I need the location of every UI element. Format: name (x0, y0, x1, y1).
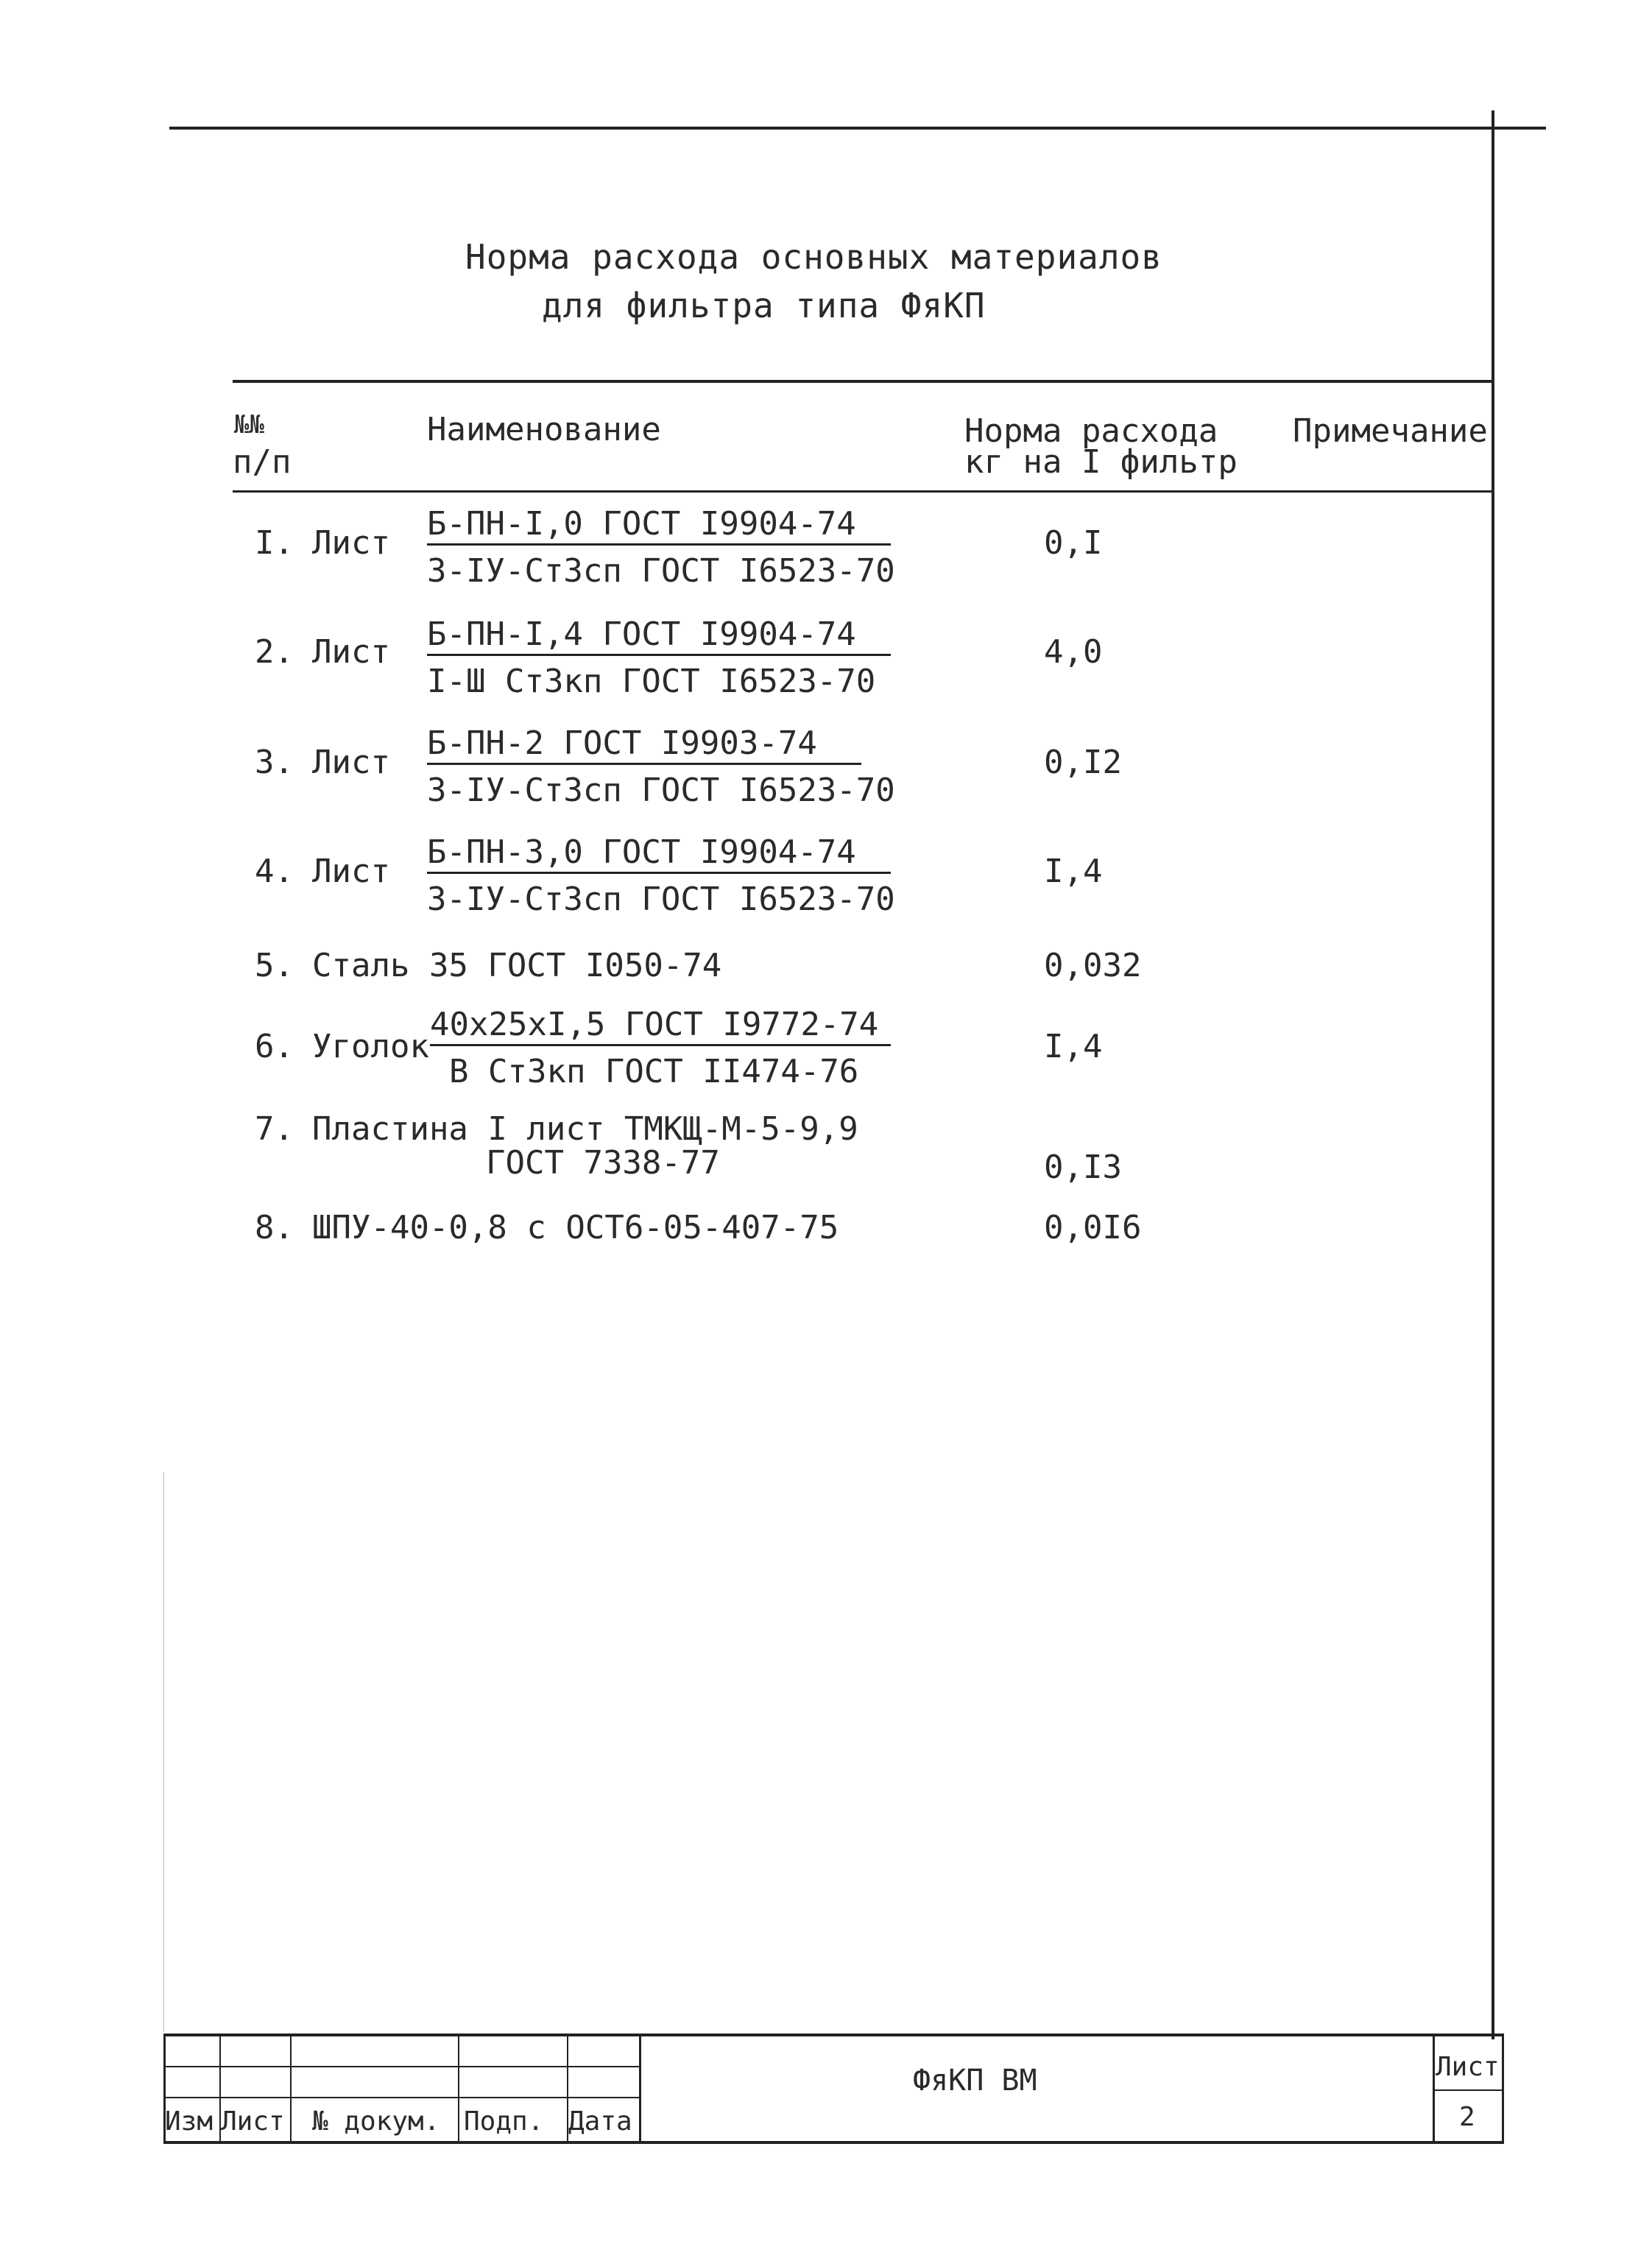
row-item: Лист (312, 524, 390, 562)
column-header-norm-1: Норма расхода (964, 412, 1218, 450)
row-item: Сталь 35 ГОСТ I050-74 (312, 947, 722, 984)
row-item: Уголок (312, 1028, 429, 1065)
column-header-norm-2: кг на I фильтр (964, 443, 1238, 481)
stamp-list: Лист (221, 2106, 285, 2137)
row-spec-top: Б-ПН-2 ГОСТ I9903-74 (427, 727, 861, 765)
stamp-bottom-line (163, 2141, 1503, 2144)
stamp-top-line (163, 2034, 1503, 2036)
stamp-col-line (290, 2034, 292, 2144)
column-header-name: Наименование (427, 411, 661, 448)
stamp-sheet-number: 2 (1459, 2102, 1475, 2132)
row-item: Лист (312, 744, 390, 781)
row-spec-top: Б-ПН-I,4 ГОСТ I9904-74 (427, 618, 891, 656)
row-number: 3. (255, 744, 294, 781)
row-norm: 4,0 (1044, 633, 1103, 671)
table-header-rule (233, 490, 1493, 493)
stamp-signature: Подп. (464, 2106, 544, 2137)
row-norm: 0,0I6 (1044, 1209, 1142, 1246)
row-norm: I,4 (1044, 1028, 1103, 1065)
row-spec-bottom: 3-IУ-Ст3сп ГОСТ I6523-70 (427, 552, 895, 590)
row-item: Лист (312, 853, 390, 890)
stamp-row-line (163, 2066, 640, 2067)
stamp-izm: Изм (165, 2106, 213, 2137)
row-number: I. (255, 524, 294, 562)
stamp-col-line (1502, 2034, 1504, 2144)
row-number: 8. (255, 1209, 294, 1246)
row-norm: 0,I2 (1044, 744, 1122, 781)
row-item: Лист (312, 633, 390, 671)
row-number: 6. (255, 1028, 294, 1065)
stamp-col-line (458, 2034, 459, 2144)
row-spec-top: Б-ПН-I,0 ГОСТ I9904-74 (427, 508, 891, 546)
column-header-note: Примечание (1293, 412, 1488, 450)
row-number: 2. (255, 633, 294, 671)
row-norm: I,4 (1044, 853, 1103, 890)
stamp-document-code: ФяКП ВМ (913, 2064, 1037, 2098)
stamp-date: Дата (568, 2106, 632, 2137)
right-border-line (1492, 110, 1494, 2039)
row-spec-bottom: В Ст3кп ГОСТ II474-76 (449, 1053, 859, 1090)
top-border-line (169, 127, 1546, 130)
stamp-col-line (639, 2034, 641, 2144)
row-spec-bottom: I-Ш Ст3кп ГОСТ I6523-70 (427, 663, 876, 700)
column-header-number-2: п/п (233, 443, 292, 481)
stamp-row-line (1433, 2089, 1503, 2091)
stamp-sheet-label: Лист (1436, 2052, 1500, 2082)
row-norm: 0,I (1044, 524, 1103, 562)
row-number: 5. (255, 947, 294, 984)
row-number: 4. (255, 853, 294, 890)
row-norm: 0,I3 (1044, 1149, 1122, 1186)
row-spec-bottom: 3-IУ-Ст3сп ГОСТ I6523-70 (427, 772, 895, 809)
document-title-line1: Норма расхода основных материалов (465, 237, 1162, 277)
row-norm: 0,032 (1044, 947, 1142, 984)
table-top-rule (233, 380, 1493, 383)
row-item: ШПУ-40-0,8 с ОСТ6-05-407-75 (312, 1209, 839, 1246)
column-header-number-1: №№ (234, 410, 264, 440)
row-spec-bottom: ГОСТ 7338-77 (486, 1144, 720, 1182)
stamp-col-line (1433, 2034, 1435, 2144)
row-number: 7. (255, 1110, 294, 1148)
left-margin-line (163, 1472, 164, 2032)
row-spec-bottom: 3-IУ-Ст3сп ГОСТ I6523-70 (427, 881, 895, 918)
row-item: Пластина I лист ТМКЩ-М-5-9,9 (312, 1110, 858, 1148)
row-spec-top: 40x25xI,5 ГОСТ I9772-74 (430, 1009, 891, 1046)
stamp-row-line (163, 2097, 640, 2098)
stamp-doc-number: № докум. (312, 2106, 440, 2137)
row-spec-top: Б-ПН-3,0 ГОСТ I9904-74 (427, 836, 891, 874)
document-title-line2: для фильтра типа ФяКП (542, 286, 986, 325)
